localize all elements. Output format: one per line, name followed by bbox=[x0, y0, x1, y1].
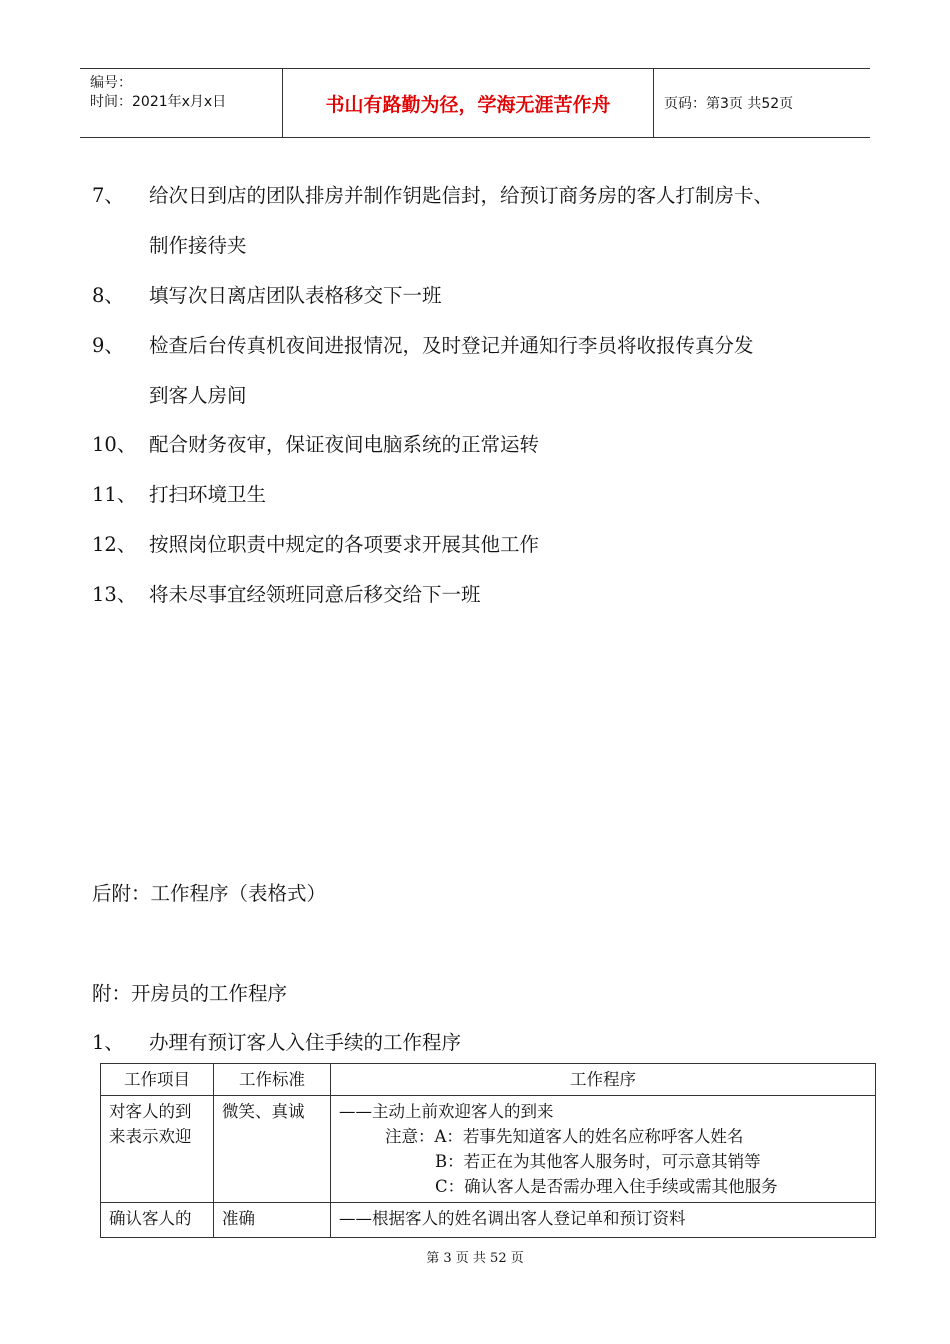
motto: 书山有路勤为径，学海无涯苦作舟 bbox=[283, 69, 654, 137]
item-number: 11、 bbox=[92, 483, 137, 506]
appendix-title: 后附：工作程序（表格式） bbox=[92, 882, 327, 905]
procedure-line: ——主动上前欢迎客人的到来 bbox=[339, 1102, 554, 1121]
work-item-cell: 对客人的到来表示欢迎 bbox=[101, 1096, 214, 1203]
table-row bbox=[101, 1203, 876, 1238]
section-title: 附：开房员的工作程序 bbox=[92, 982, 288, 1005]
item-text: 配合财务夜审，保证夜间电脑系统的正常运转 bbox=[149, 433, 540, 456]
item-number: 12、 bbox=[92, 533, 137, 556]
item-number: 8、 bbox=[92, 284, 124, 307]
time-label: 时间：2021年x月x日 bbox=[90, 94, 227, 110]
page-header bbox=[80, 68, 870, 138]
page-footer: 第 3 页 共 52 页 bbox=[426, 1251, 524, 1266]
table-header-row bbox=[101, 1064, 876, 1096]
subsection-title: 办理有预订客人入住手续的工作程序 bbox=[149, 1031, 462, 1054]
procedure-table bbox=[100, 1063, 876, 1238]
item-number: 7、 bbox=[92, 184, 124, 207]
work-item-cell: 确认客人的 bbox=[101, 1203, 214, 1238]
item-text: 将未尽事宜经领班同意后移交给下一班 bbox=[149, 583, 481, 606]
item-text-continued: 制作接待夹 bbox=[149, 234, 247, 257]
work-procedure-cell bbox=[331, 1096, 876, 1203]
item-text: 给次日到店的团队排房并制作钥匙信封，给预订商务房的客人打制房卡、 bbox=[149, 184, 774, 207]
item-text-continued: 到客人房间 bbox=[149, 384, 247, 407]
column-header: 工作标准 bbox=[214, 1064, 331, 1096]
procedure-note-line: C：确认客人是否需办理入住手续或需其他服务 bbox=[435, 1177, 778, 1196]
item-text: 打扫环境卫生 bbox=[149, 483, 267, 506]
column-header: 工作项目 bbox=[101, 1064, 214, 1096]
column-header: 工作程序 bbox=[331, 1064, 876, 1096]
procedure-note-line: B：若正在为其他客人服务时，可示意其销等 bbox=[435, 1152, 761, 1171]
work-standard-cell: 准确 bbox=[214, 1203, 331, 1238]
item-text: 检查后台传真机夜间进报情况，及时登记并通知行李员将收报传真分发 bbox=[149, 334, 754, 357]
item-number: 10、 bbox=[92, 433, 137, 456]
table-row bbox=[101, 1096, 876, 1203]
procedure-note-line: 注意：A：若事先知道客人的姓名应称呼客人姓名 bbox=[385, 1127, 744, 1146]
work-procedure-cell bbox=[331, 1203, 876, 1238]
work-standard-cell: 微笑、真诚 bbox=[214, 1096, 331, 1203]
procedure-line: ——根据客人的姓名调出客人登记单和预订资料 bbox=[339, 1209, 686, 1228]
subsection-number: 1、 bbox=[92, 1031, 124, 1054]
item-text: 填写次日离店团队表格移交下一班 bbox=[149, 284, 442, 307]
page-label: 页码：第3页 共52页 bbox=[664, 96, 794, 112]
item-number: 13、 bbox=[92, 583, 137, 606]
item-number: 9、 bbox=[92, 334, 124, 357]
header-left-cell bbox=[80, 69, 283, 137]
code-label: 编号： bbox=[90, 75, 132, 91]
item-text: 按照岗位职责中规定的各项要求开展其他工作 bbox=[149, 533, 540, 556]
